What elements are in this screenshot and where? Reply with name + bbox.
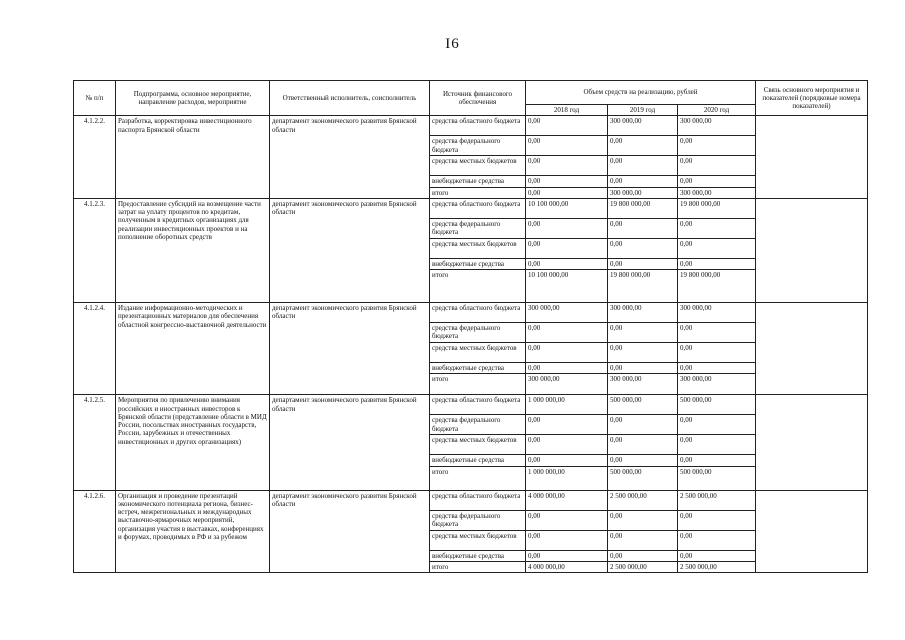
row-link xyxy=(756,116,868,199)
total-label: итого xyxy=(430,270,526,303)
value-2018: 0,00 xyxy=(526,455,608,466)
header-source: Источник финансового обеспечения xyxy=(430,81,526,116)
value-2018: 0,00 xyxy=(526,136,608,156)
value-2019: 0,00 xyxy=(608,530,678,550)
value-2019: 0,00 xyxy=(608,323,678,343)
table-row xyxy=(74,490,868,510)
header-executor: Ответственный исполнитель, соисполнитель xyxy=(270,81,430,116)
value-2019: 0,00 xyxy=(608,510,678,530)
value-2019: 0,00 xyxy=(608,218,678,238)
value-2020: 0,00 xyxy=(678,258,756,269)
value-2019: 2 500 000,00 xyxy=(608,490,678,510)
value-2019: 0,00 xyxy=(608,238,678,258)
value-2018: 0,00 xyxy=(526,343,608,363)
source-cell: средства областного бюджета xyxy=(430,116,526,136)
value-2020: 0,00 xyxy=(678,510,756,530)
value-2018: 0,00 xyxy=(526,530,608,550)
value-2019: 0,00 xyxy=(608,415,678,435)
row-link xyxy=(756,303,868,395)
row-num: 4.1.2.3. xyxy=(74,198,116,302)
value-2018: 0,00 xyxy=(526,415,608,435)
table-row xyxy=(74,303,868,323)
value-2020: 0,00 xyxy=(678,156,756,176)
value-2019: 0,00 xyxy=(608,435,678,455)
value-2019: 300 000,00 xyxy=(608,116,678,136)
total-2020: 300 000,00 xyxy=(678,187,756,198)
value-2020: 500 000,00 xyxy=(678,395,756,415)
value-2018: 0,00 xyxy=(526,156,608,176)
total-2018: 4 000 000,00 xyxy=(526,561,608,572)
value-2020: 0,00 xyxy=(678,323,756,343)
header-year-2020: 2020 год xyxy=(678,105,756,116)
value-2020: 0,00 xyxy=(678,435,756,455)
value-2020: 0,00 xyxy=(678,530,756,550)
value-2020: 300 000,00 xyxy=(678,303,756,323)
total-2020: 19 800 000,00 xyxy=(678,270,756,303)
total-label: итого xyxy=(430,561,526,572)
row-name: Организация и проведение презентаций экономического потенциала региона, бизнес-встреч, межрегиональных и международных выставочно-ярмарочных мероприятий, организация участия в выставках, конференциях и форумах, проводимых в РФ и за рубежом xyxy=(116,490,270,573)
value-2020: 0,00 xyxy=(678,238,756,258)
value-2018: 0,00 xyxy=(526,258,608,269)
source-cell: внебюджетные средства xyxy=(430,258,526,269)
total-2020: 300 000,00 xyxy=(678,374,756,395)
value-2020: 0,00 xyxy=(678,455,756,466)
total-2019: 2 500 000,00 xyxy=(608,561,678,572)
value-2019: 0,00 xyxy=(608,455,678,466)
value-2020: 0,00 xyxy=(678,363,756,374)
total-2018: 1 000 000,00 xyxy=(526,466,608,490)
value-2018: 1 000 000,00 xyxy=(526,395,608,415)
value-2019: 0,00 xyxy=(608,156,678,176)
total-2019: 500 000,00 xyxy=(608,466,678,490)
total-2019: 19 800 000,00 xyxy=(608,270,678,303)
value-2018: 0,00 xyxy=(526,238,608,258)
total-2020: 2 500 000,00 xyxy=(678,561,756,572)
value-2020: 0,00 xyxy=(678,343,756,363)
row-num: 4.1.2.4. xyxy=(74,303,116,395)
row-num: 4.1.2.6. xyxy=(74,490,116,573)
row-executor: департамент экономического развития Брянской области xyxy=(270,198,430,302)
value-2018: 0,00 xyxy=(526,363,608,374)
row-executor: департамент экономического развития Брянской области xyxy=(270,395,430,490)
table-row xyxy=(74,116,868,136)
table-row xyxy=(74,198,868,218)
value-2019: 19 800 000,00 xyxy=(608,198,678,218)
financing-table xyxy=(73,80,868,573)
value-2020: 0,00 xyxy=(678,550,756,561)
value-2020: 19 800 000,00 xyxy=(678,198,756,218)
value-2018: 4 000 000,00 xyxy=(526,490,608,510)
total-label: итого xyxy=(430,187,526,198)
source-cell: внебюджетные средства xyxy=(430,176,526,187)
value-2018: 10 100 000,00 xyxy=(526,198,608,218)
value-2019: 0,00 xyxy=(608,363,678,374)
value-2018: 0,00 xyxy=(526,176,608,187)
row-link xyxy=(756,198,868,302)
total-2020: 500 000,00 xyxy=(678,466,756,490)
source-cell: средства федерального бюджета xyxy=(430,510,526,530)
value-2018: 0,00 xyxy=(526,323,608,343)
total-2018: 10 100 000,00 xyxy=(526,270,608,303)
value-2018: 0,00 xyxy=(526,218,608,238)
value-2018: 0,00 xyxy=(526,116,608,136)
total-2018: 0,00 xyxy=(526,187,608,198)
row-name: Мероприятия по привлечению внимания российских и иностранных инвесторов к Брянской области (представление области в МИД России, посольствах иностранных государств, России, зарубежных и отечественных инвестиционных и других организациях) xyxy=(116,395,270,490)
total-2018: 300 000,00 xyxy=(526,374,608,395)
row-link xyxy=(756,490,868,573)
source-cell: внебюджетные средства xyxy=(430,550,526,561)
total-label: итого xyxy=(430,374,526,395)
table-row xyxy=(74,395,868,415)
source-cell: средства местных бюджетов xyxy=(430,530,526,550)
value-2020: 0,00 xyxy=(678,218,756,238)
row-executor: департамент экономического развития Брянской области xyxy=(270,303,430,395)
table-header xyxy=(74,81,868,116)
header-year-2018: 2018 год xyxy=(526,105,608,116)
row-executor: департамент экономического развития Брянской области xyxy=(270,116,430,199)
source-cell: средства областного бюджета xyxy=(430,303,526,323)
total-label: итого xyxy=(430,466,526,490)
source-cell: средства федерального бюджета xyxy=(430,218,526,238)
value-2019: 300 000,00 xyxy=(608,303,678,323)
source-cell: средства областного бюджета xyxy=(430,198,526,218)
row-name: Разработка, корректировка инвестиционного паспорта Брянской области xyxy=(116,116,270,199)
value-2018: 0,00 xyxy=(526,510,608,530)
page-number: I6 xyxy=(445,36,460,52)
row-name: Издание информационно-методических и презентационных материалов для обеспечения областной конгрессно-выставочной деятельности xyxy=(116,303,270,395)
source-cell: средства федерального бюджета xyxy=(430,323,526,343)
row-name: Предоставление субсидий на возмещение части затрат на уплату процентов по кредитам, полученным в кредитных организациях для реализации инвестиционных проектов и на пополнение оборотных средств xyxy=(116,198,270,302)
value-2019: 0,00 xyxy=(608,550,678,561)
source-cell: средства местных бюджетов xyxy=(430,435,526,455)
value-2020: 300 000,00 xyxy=(678,116,756,136)
value-2018: 0,00 xyxy=(526,435,608,455)
header-program: Подпрограмма, основное мероприятие, направление расходов, мероприятие xyxy=(116,81,270,116)
header-volume: Объем средств на реализацию, рублей xyxy=(526,81,756,105)
header-year-2019: 2019 год xyxy=(608,105,678,116)
value-2020: 0,00 xyxy=(678,176,756,187)
total-2019: 300 000,00 xyxy=(608,187,678,198)
source-cell: средства областного бюджета xyxy=(430,395,526,415)
header-num: № п/п xyxy=(74,81,116,116)
value-2020: 0,00 xyxy=(678,415,756,435)
value-2018: 0,00 xyxy=(526,550,608,561)
source-cell: средства местных бюджетов xyxy=(430,156,526,176)
source-cell: средства местных бюджетов xyxy=(430,343,526,363)
row-num: 4.1.2.5. xyxy=(74,395,116,490)
value-2019: 0,00 xyxy=(608,136,678,156)
source-cell: внебюджетные средства xyxy=(430,455,526,466)
source-cell: внебюджетные средства xyxy=(430,363,526,374)
source-cell: средства федерального бюджета xyxy=(430,415,526,435)
header-link: Связь основного мероприятия и показателей (порядковые номера показателей) xyxy=(756,81,868,116)
row-link xyxy=(756,395,868,490)
total-2019: 300 000,00 xyxy=(608,374,678,395)
table-body xyxy=(74,116,868,573)
value-2018: 300 000,00 xyxy=(526,303,608,323)
row-executor: департамент экономического развития Брянской области xyxy=(270,490,430,573)
source-cell: средства местных бюджетов xyxy=(430,238,526,258)
value-2020: 2 500 000,00 xyxy=(678,490,756,510)
value-2019: 0,00 xyxy=(608,343,678,363)
value-2019: 0,00 xyxy=(608,258,678,269)
source-cell: средства областного бюджета xyxy=(430,490,526,510)
source-cell: средства федерального бюджета xyxy=(430,136,526,156)
row-num: 4.1.2.2. xyxy=(74,116,116,199)
value-2020: 0,00 xyxy=(678,136,756,156)
value-2019: 500 000,00 xyxy=(608,395,678,415)
value-2019: 0,00 xyxy=(608,176,678,187)
